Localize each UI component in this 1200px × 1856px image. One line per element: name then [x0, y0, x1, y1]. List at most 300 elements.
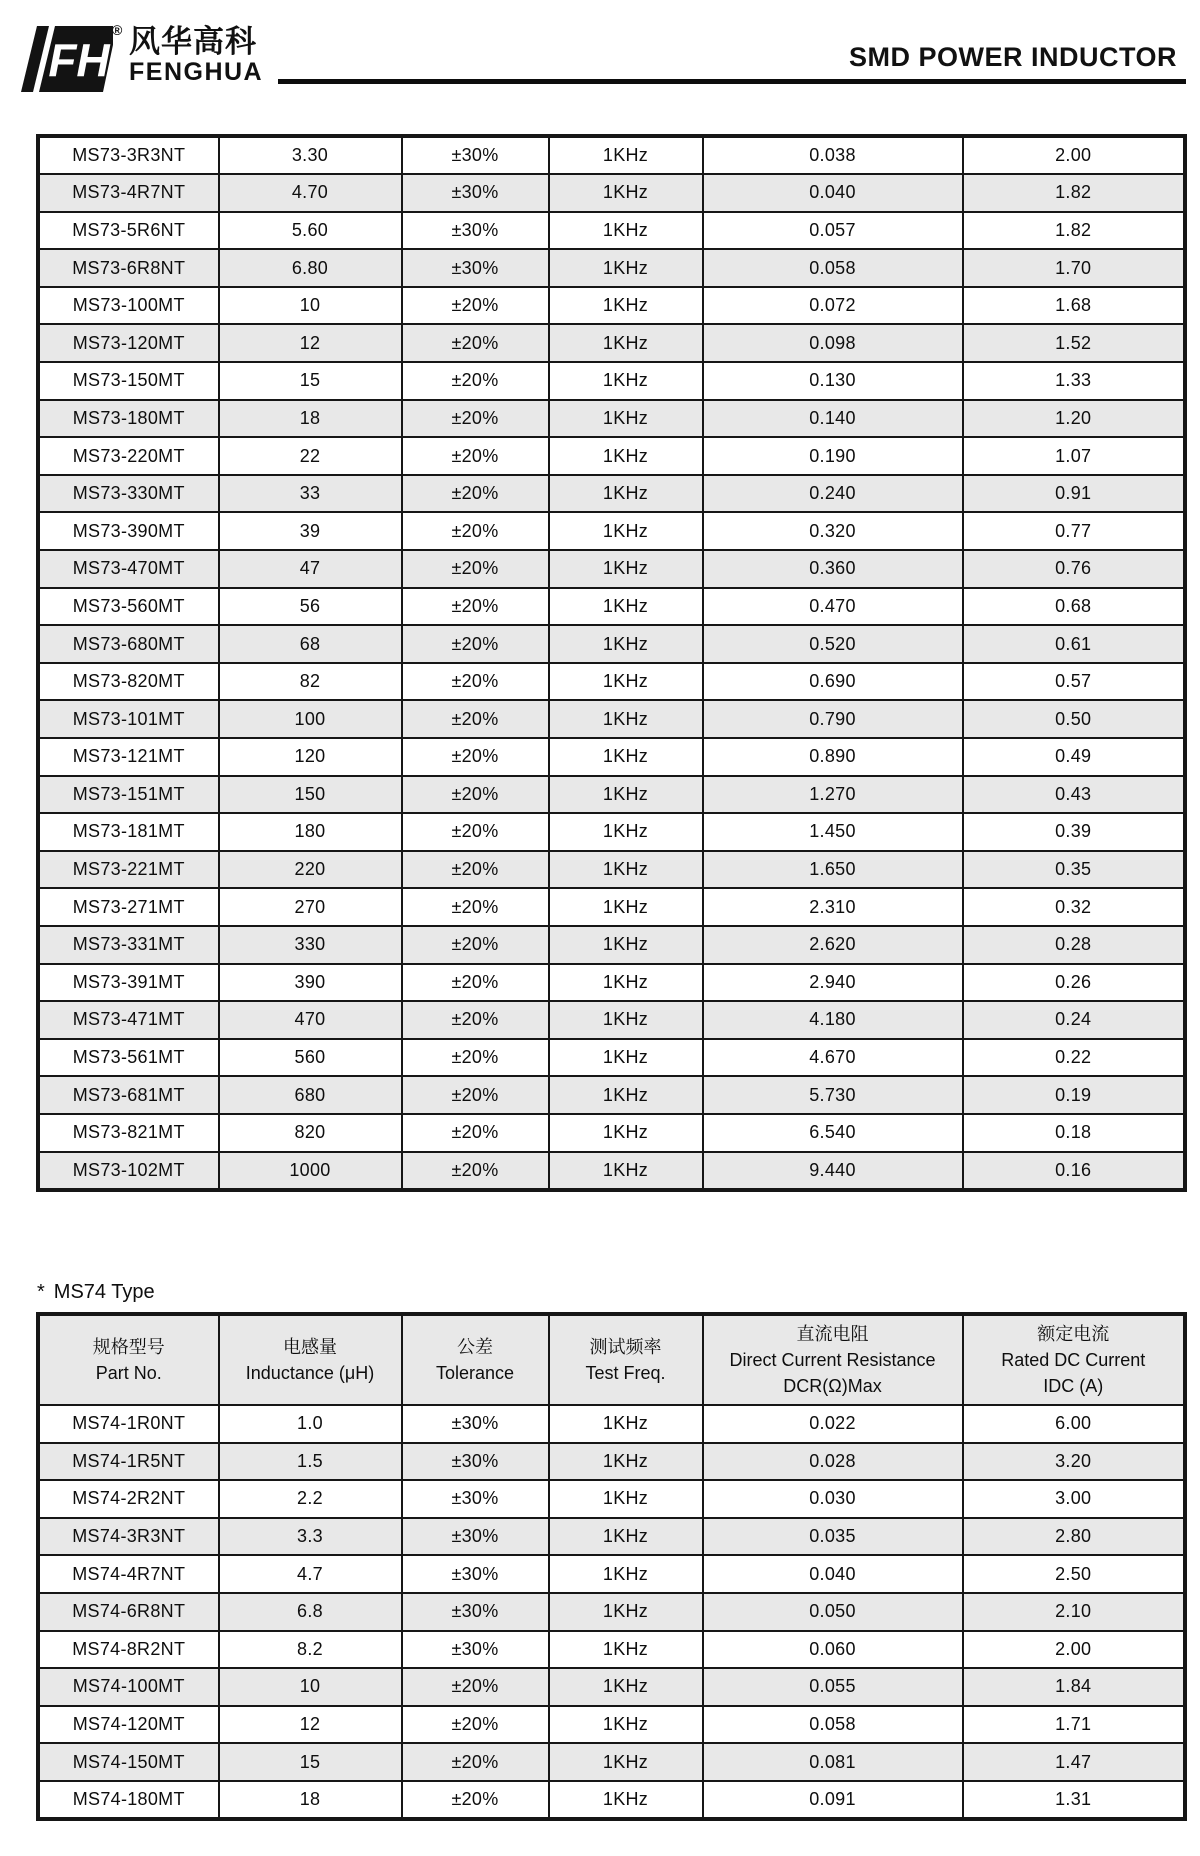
idc-cell: 0.28 — [963, 926, 1185, 964]
dcr-cell: 1.270 — [703, 776, 963, 814]
idc-cell: 0.68 — [963, 588, 1185, 626]
tolerance-cell: ±20% — [402, 851, 549, 889]
test-freq-cell: 1KHz — [549, 512, 703, 550]
idc-cell: 6.00 — [963, 1405, 1185, 1443]
table-row — [39, 437, 1185, 475]
svg-text:FH: FH — [48, 34, 110, 86]
part-no-cell: MS74-2R2NT — [39, 1480, 219, 1518]
tolerance-cell: ±20% — [402, 1706, 549, 1744]
dcr-cell: 0.058 — [703, 1706, 963, 1744]
test-freq-cell: 1KHz — [549, 1039, 703, 1077]
part-no-cell: MS74-6R8NT — [39, 1593, 219, 1631]
idc-cell: 2.50 — [963, 1555, 1185, 1593]
test-freq-cell: 1KHz — [549, 1480, 703, 1518]
table-row — [39, 475, 1185, 513]
part-no-cell: MS74-180MT — [39, 1781, 219, 1819]
dcr-cell: 4.670 — [703, 1039, 963, 1077]
part-no-cell: MS74-1R5NT — [39, 1443, 219, 1481]
table-row — [39, 512, 1185, 550]
test-freq-cell: 1KHz — [549, 550, 703, 588]
tolerance-cell: ±20% — [402, 776, 549, 814]
dcr-cell: 0.040 — [703, 174, 963, 212]
header-line-en: Rated DC Current — [1001, 1350, 1146, 1370]
dcr-cell: 0.470 — [703, 588, 963, 626]
dcr-cell: 6.540 — [703, 1114, 963, 1152]
idc-cell: 0.18 — [963, 1114, 1185, 1152]
idc-cell: 1.70 — [963, 249, 1185, 287]
table-row — [39, 1518, 1185, 1556]
inductance-cell: 4.7 — [219, 1555, 402, 1593]
inductance-cell: 1.0 — [219, 1405, 402, 1443]
part-no-cell: MS73-390MT — [39, 512, 219, 550]
inductance-cell: 3.3 — [219, 1518, 402, 1556]
header-line-cn: 规格型号 — [92, 1337, 165, 1357]
dcr-cell: 0.081 — [703, 1743, 963, 1781]
tolerance-cell: ±20% — [402, 663, 549, 701]
inductance-cell: 390 — [219, 964, 402, 1002]
inductance-cell: 3.30 — [219, 137, 402, 175]
table-row — [39, 137, 1185, 175]
table-row — [39, 964, 1185, 1002]
header-line-cn: 公差 — [457, 1337, 493, 1357]
test-freq-cell: 1KHz — [549, 362, 703, 400]
part-no-cell: MS73-221MT — [39, 851, 219, 889]
dcr-cell: 0.320 — [703, 512, 963, 550]
dcr-cell: 0.058 — [703, 249, 963, 287]
page-title: SMD POWER INDUCTOR — [848, 42, 1177, 72]
header-line-cn: 电感量 — [283, 1337, 337, 1357]
table-row — [39, 813, 1185, 851]
idc-cell: 0.32 — [963, 888, 1185, 926]
header-line-en: Part No. — [95, 1363, 162, 1383]
inductance-cell: 1000 — [219, 1152, 402, 1190]
inductance-cell: 120 — [219, 738, 402, 776]
test-freq-cell: 1KHz — [549, 1555, 703, 1593]
idc-cell: 1.47 — [963, 1743, 1185, 1781]
header-line-en: Tolerance — [435, 1363, 515, 1383]
idc-cell: 0.43 — [963, 776, 1185, 814]
table-row — [39, 851, 1185, 889]
header-line-cn: 额定电流 — [1037, 1324, 1110, 1344]
table-row — [39, 1443, 1185, 1481]
dcr-cell: 2.620 — [703, 926, 963, 964]
dcr-cell: 0.055 — [703, 1668, 963, 1706]
tolerance-cell: ±20% — [402, 1668, 549, 1706]
dcr-cell: 1.650 — [703, 851, 963, 889]
dcr-cell: 0.040 — [703, 1555, 963, 1593]
dcr-cell: 0.072 — [703, 287, 963, 325]
test-freq-cell: 1KHz — [549, 249, 703, 287]
dcr-cell: 0.690 — [703, 663, 963, 701]
inductance-cell: 1.5 — [219, 1443, 402, 1481]
tolerance-cell: ±20% — [402, 512, 549, 550]
tolerance-cell: ±20% — [402, 475, 549, 513]
tolerance-cell: ±30% — [402, 137, 549, 175]
part-no-cell: MS73-150MT — [39, 362, 219, 400]
test-freq-cell: 1KHz — [549, 1593, 703, 1631]
part-no-cell: MS73-681MT — [39, 1076, 219, 1114]
idc-cell: 0.49 — [963, 738, 1185, 776]
ms74-header-row — [39, 1315, 1185, 1406]
col-header-test-freq — [549, 1315, 703, 1406]
inductance-cell: 10 — [219, 287, 402, 325]
inductance-cell: 6.8 — [219, 1593, 402, 1631]
tolerance-cell: ±20% — [402, 1114, 549, 1152]
part-no-cell: MS73-4R7NT — [39, 174, 219, 212]
part-no-cell: MS73-820MT — [39, 663, 219, 701]
idc-cell: 0.57 — [963, 663, 1185, 701]
idc-cell: 1.84 — [963, 1668, 1185, 1706]
part-no-cell: MS73-6R8NT — [39, 249, 219, 287]
ms74-section-label — [37, 1281, 155, 1304]
part-no-cell: MS73-100MT — [39, 287, 219, 325]
idc-cell: 1.31 — [963, 1781, 1185, 1819]
dcr-cell: 0.022 — [703, 1405, 963, 1443]
idc-cell: 1.20 — [963, 400, 1185, 438]
dcr-cell: 0.130 — [703, 362, 963, 400]
col-header-idc — [963, 1315, 1185, 1406]
idc-cell: 2.10 — [963, 1593, 1185, 1631]
test-freq-cell: 1KHz — [549, 851, 703, 889]
inductance-cell: 18 — [219, 400, 402, 438]
table-row — [39, 1555, 1185, 1593]
part-no-cell: MS73-330MT — [39, 475, 219, 513]
table-row — [39, 700, 1185, 738]
dcr-cell: 2.940 — [703, 964, 963, 1002]
test-freq-cell: 1KHz — [549, 1706, 703, 1744]
dcr-cell: 0.240 — [703, 475, 963, 513]
part-no-cell: MS73-120MT — [39, 324, 219, 362]
tolerance-cell: ±30% — [402, 1443, 549, 1481]
idc-cell: 1.52 — [963, 324, 1185, 362]
table-row — [39, 212, 1185, 250]
tolerance-cell: ±30% — [402, 1480, 549, 1518]
part-no-cell: MS74-8R2NT — [39, 1631, 219, 1669]
tolerance-cell: ±30% — [402, 174, 549, 212]
dcr-cell: 0.890 — [703, 738, 963, 776]
test-freq-cell: 1KHz — [549, 137, 703, 175]
inductance-cell: 68 — [219, 625, 402, 663]
test-freq-cell: 1KHz — [549, 1668, 703, 1706]
tolerance-cell: ±20% — [402, 926, 549, 964]
table-row — [39, 550, 1185, 588]
test-freq-cell: 1KHz — [549, 1114, 703, 1152]
test-freq-cell: 1KHz — [549, 1631, 703, 1669]
tolerance-cell: ±20% — [402, 324, 549, 362]
part-no-cell: MS73-220MT — [39, 437, 219, 475]
test-freq-cell: 1KHz — [549, 212, 703, 250]
tolerance-cell: ±20% — [402, 437, 549, 475]
header-line-en2: IDC (A) — [1043, 1376, 1104, 1396]
idc-cell: 2.00 — [963, 137, 1185, 175]
inductance-cell: 82 — [219, 663, 402, 701]
logo-chinese-name: 风华高科 — [129, 24, 257, 59]
table-row — [39, 249, 1185, 287]
tolerance-cell: ±20% — [402, 362, 549, 400]
inductance-cell: 2.2 — [219, 1480, 402, 1518]
table-row — [39, 324, 1185, 362]
part-no-cell: MS74-150MT — [39, 1743, 219, 1781]
dcr-cell: 0.060 — [703, 1631, 963, 1669]
idc-cell: 0.16 — [963, 1152, 1185, 1190]
idc-cell: 0.91 — [963, 475, 1185, 513]
part-no-cell: MS74-4R7NT — [39, 1555, 219, 1593]
tolerance-cell: ±20% — [402, 964, 549, 1002]
col-header-dcr — [703, 1315, 963, 1406]
dcr-cell: 0.520 — [703, 625, 963, 663]
dcr-cell: 0.028 — [703, 1443, 963, 1481]
test-freq-cell: 1KHz — [549, 625, 703, 663]
tolerance-cell: ±20% — [402, 1152, 549, 1190]
test-freq-cell: 1KHz — [549, 738, 703, 776]
table-row — [39, 888, 1185, 926]
test-freq-cell: 1KHz — [549, 400, 703, 438]
part-no-cell: MS73-102MT — [39, 1152, 219, 1190]
inductance-cell: 6.80 — [219, 249, 402, 287]
tolerance-cell: ±20% — [402, 1743, 549, 1781]
test-freq-cell: 1KHz — [549, 324, 703, 362]
inductance-cell: 10 — [219, 1668, 402, 1706]
part-no-cell: MS73-101MT — [39, 700, 219, 738]
inductance-cell: 270 — [219, 888, 402, 926]
table-row — [39, 1076, 1185, 1114]
part-no-cell: MS73-181MT — [39, 813, 219, 851]
ms73-spec-table — [37, 135, 1186, 1191]
test-freq-cell: 1KHz — [549, 964, 703, 1002]
part-no-cell: MS73-471MT — [39, 1001, 219, 1039]
inductance-cell: 100 — [219, 700, 402, 738]
tolerance-cell: ±20% — [402, 700, 549, 738]
inductance-cell: 680 — [219, 1076, 402, 1114]
table-row — [39, 1405, 1185, 1443]
idc-cell: 0.61 — [963, 625, 1185, 663]
dcr-cell: 0.050 — [703, 1593, 963, 1631]
inductance-cell: 18 — [219, 1781, 402, 1819]
tolerance-cell: ±20% — [402, 738, 549, 776]
part-no-cell: MS74-1R0NT — [39, 1405, 219, 1443]
tolerance-cell: ±20% — [402, 1781, 549, 1819]
part-no-cell: MS74-3R3NT — [39, 1518, 219, 1556]
test-freq-cell: 1KHz — [549, 1518, 703, 1556]
part-no-cell: MS73-560MT — [39, 588, 219, 626]
idc-cell: 1.82 — [963, 212, 1185, 250]
logo-text — [129, 26, 263, 84]
table-row — [39, 1152, 1185, 1190]
test-freq-cell: 1KHz — [549, 1152, 703, 1190]
idc-cell: 1.07 — [963, 437, 1185, 475]
part-no-cell: MS73-3R3NT — [39, 137, 219, 175]
table-row — [39, 400, 1185, 438]
dcr-cell: 5.730 — [703, 1076, 963, 1114]
table-row — [39, 1114, 1185, 1152]
ms74-spec-table — [37, 1313, 1186, 1820]
test-freq-cell: 1KHz — [549, 287, 703, 325]
test-freq-cell: 1KHz — [549, 1405, 703, 1443]
part-no-cell: MS73-5R6NT — [39, 212, 219, 250]
table-row — [39, 776, 1185, 814]
idc-cell: 3.00 — [963, 1480, 1185, 1518]
table-row — [39, 287, 1185, 325]
inductance-cell: 470 — [219, 1001, 402, 1039]
test-freq-cell: 1KHz — [549, 475, 703, 513]
inductance-cell: 56 — [219, 588, 402, 626]
test-freq-cell: 1KHz — [549, 926, 703, 964]
tolerance-cell: ±30% — [402, 212, 549, 250]
inductance-cell: 15 — [219, 362, 402, 400]
table-row — [39, 625, 1185, 663]
tolerance-cell: ±20% — [402, 287, 549, 325]
test-freq-cell: 1KHz — [549, 813, 703, 851]
table-row — [39, 1743, 1185, 1781]
table-row — [39, 926, 1185, 964]
test-freq-cell: 1KHz — [549, 588, 703, 626]
test-freq-cell: 1KHz — [549, 888, 703, 926]
inductance-cell: 330 — [219, 926, 402, 964]
fenghua-logo — [13, 22, 264, 92]
dcr-cell: 0.035 — [703, 1518, 963, 1556]
inductance-cell: 220 — [219, 851, 402, 889]
tolerance-cell: ±30% — [402, 1593, 549, 1631]
tolerance-cell: ±20% — [402, 400, 549, 438]
idc-cell: 0.76 — [963, 550, 1185, 588]
logo-english-name: FENGHUA — [129, 58, 264, 86]
part-no-cell: MS73-561MT — [39, 1039, 219, 1077]
col-header-part-no — [39, 1315, 219, 1406]
inductance-cell: 12 — [219, 1706, 402, 1744]
inductance-cell: 180 — [219, 813, 402, 851]
tolerance-cell: ±30% — [402, 1631, 549, 1669]
part-no-cell: MS73-821MT — [39, 1114, 219, 1152]
col-header-inductance — [219, 1315, 402, 1406]
tolerance-cell: ±30% — [402, 1405, 549, 1443]
test-freq-cell: 1KHz — [549, 700, 703, 738]
dcr-cell: 9.440 — [703, 1152, 963, 1190]
tolerance-cell: ±20% — [402, 1076, 549, 1114]
part-no-cell: MS73-331MT — [39, 926, 219, 964]
idc-cell: 0.77 — [963, 512, 1185, 550]
header-line-en: Inductance (μH) — [245, 1363, 375, 1383]
table-row — [39, 1668, 1185, 1706]
table-row — [39, 1631, 1185, 1669]
idc-cell: 2.80 — [963, 1518, 1185, 1556]
table-row — [39, 738, 1185, 776]
test-freq-cell: 1KHz — [549, 437, 703, 475]
fenghua-logo-icon — [13, 26, 113, 92]
test-freq-cell: 1KHz — [549, 1743, 703, 1781]
tolerance-cell: ±30% — [402, 1555, 549, 1593]
inductance-cell: 820 — [219, 1114, 402, 1152]
idc-cell: 1.82 — [963, 174, 1185, 212]
test-freq-cell: 1KHz — [549, 1781, 703, 1819]
dcr-cell: 0.790 — [703, 700, 963, 738]
test-freq-cell: 1KHz — [549, 776, 703, 814]
part-no-cell: MS73-470MT — [39, 550, 219, 588]
header-line-cn: 测试频率 — [589, 1337, 662, 1357]
idc-cell: 0.24 — [963, 1001, 1185, 1039]
dcr-cell: 1.450 — [703, 813, 963, 851]
tolerance-cell: ±20% — [402, 813, 549, 851]
test-freq-cell: 1KHz — [549, 1076, 703, 1114]
test-freq-cell: 1KHz — [549, 663, 703, 701]
idc-cell: 0.50 — [963, 700, 1185, 738]
inductance-cell: 560 — [219, 1039, 402, 1077]
part-no-cell: MS73-180MT — [39, 400, 219, 438]
dcr-cell: 0.190 — [703, 437, 963, 475]
dcr-cell: 0.038 — [703, 137, 963, 175]
table-row — [39, 1706, 1185, 1744]
table-row — [39, 663, 1185, 701]
registered-trademark-icon: ® — [112, 22, 123, 38]
header-line-en: Direct Current Resistance — [729, 1350, 936, 1370]
part-no-cell: MS74-120MT — [39, 1706, 219, 1744]
idc-cell: 0.39 — [963, 813, 1185, 851]
tolerance-cell: ±20% — [402, 1001, 549, 1039]
table-row — [39, 174, 1185, 212]
dcr-cell: 0.030 — [703, 1480, 963, 1518]
idc-cell: 0.22 — [963, 1039, 1185, 1077]
part-no-cell: MS74-100MT — [39, 1668, 219, 1706]
dcr-cell: 2.310 — [703, 888, 963, 926]
inductance-cell: 47 — [219, 550, 402, 588]
tolerance-cell: ±20% — [402, 1039, 549, 1077]
table-row — [39, 588, 1185, 626]
dcr-cell: 0.098 — [703, 324, 963, 362]
dcr-cell: 0.360 — [703, 550, 963, 588]
header-line-en2: DCR(Ω)Max — [783, 1376, 882, 1396]
dcr-cell: 0.057 — [703, 212, 963, 250]
idc-cell: 0.19 — [963, 1076, 1185, 1114]
test-freq-cell: 1KHz — [549, 174, 703, 212]
idc-cell: 1.71 — [963, 1706, 1185, 1744]
part-no-cell: MS73-680MT — [39, 625, 219, 663]
table-row — [39, 1039, 1185, 1077]
section-asterisk: * — [37, 1281, 45, 1303]
tolerance-cell: ±20% — [402, 588, 549, 626]
inductance-cell: 22 — [219, 437, 402, 475]
inductance-cell: 150 — [219, 776, 402, 814]
part-no-cell: MS73-121MT — [39, 738, 219, 776]
part-no-cell: MS73-271MT — [39, 888, 219, 926]
inductance-cell: 12 — [219, 324, 402, 362]
tolerance-cell: ±20% — [402, 888, 549, 926]
tolerance-cell: ±20% — [402, 625, 549, 663]
inductance-cell: 39 — [219, 512, 402, 550]
table-row — [39, 362, 1185, 400]
inductance-cell: 15 — [219, 1743, 402, 1781]
header-rule — [278, 79, 1186, 84]
section-title: MS74 Type — [53, 1281, 155, 1303]
dcr-cell: 4.180 — [703, 1001, 963, 1039]
inductance-cell: 8.2 — [219, 1631, 402, 1669]
table-row — [39, 1781, 1185, 1819]
dcr-cell: 0.091 — [703, 1781, 963, 1819]
inductance-cell: 4.70 — [219, 174, 402, 212]
tolerance-cell: ±30% — [402, 249, 549, 287]
idc-cell: 0.35 — [963, 851, 1185, 889]
header-line-en: Test Freq. — [585, 1363, 666, 1383]
part-no-cell: MS73-151MT — [39, 776, 219, 814]
tolerance-cell: ±30% — [402, 1518, 549, 1556]
test-freq-cell: 1KHz — [549, 1001, 703, 1039]
idc-cell: 3.20 — [963, 1443, 1185, 1481]
idc-cell: 2.00 — [963, 1631, 1185, 1669]
inductance-cell: 5.60 — [219, 212, 402, 250]
idc-cell: 1.68 — [963, 287, 1185, 325]
idc-cell: 1.33 — [963, 362, 1185, 400]
inductance-cell: 33 — [219, 475, 402, 513]
idc-cell: 0.26 — [963, 964, 1185, 1002]
table-row — [39, 1593, 1185, 1631]
